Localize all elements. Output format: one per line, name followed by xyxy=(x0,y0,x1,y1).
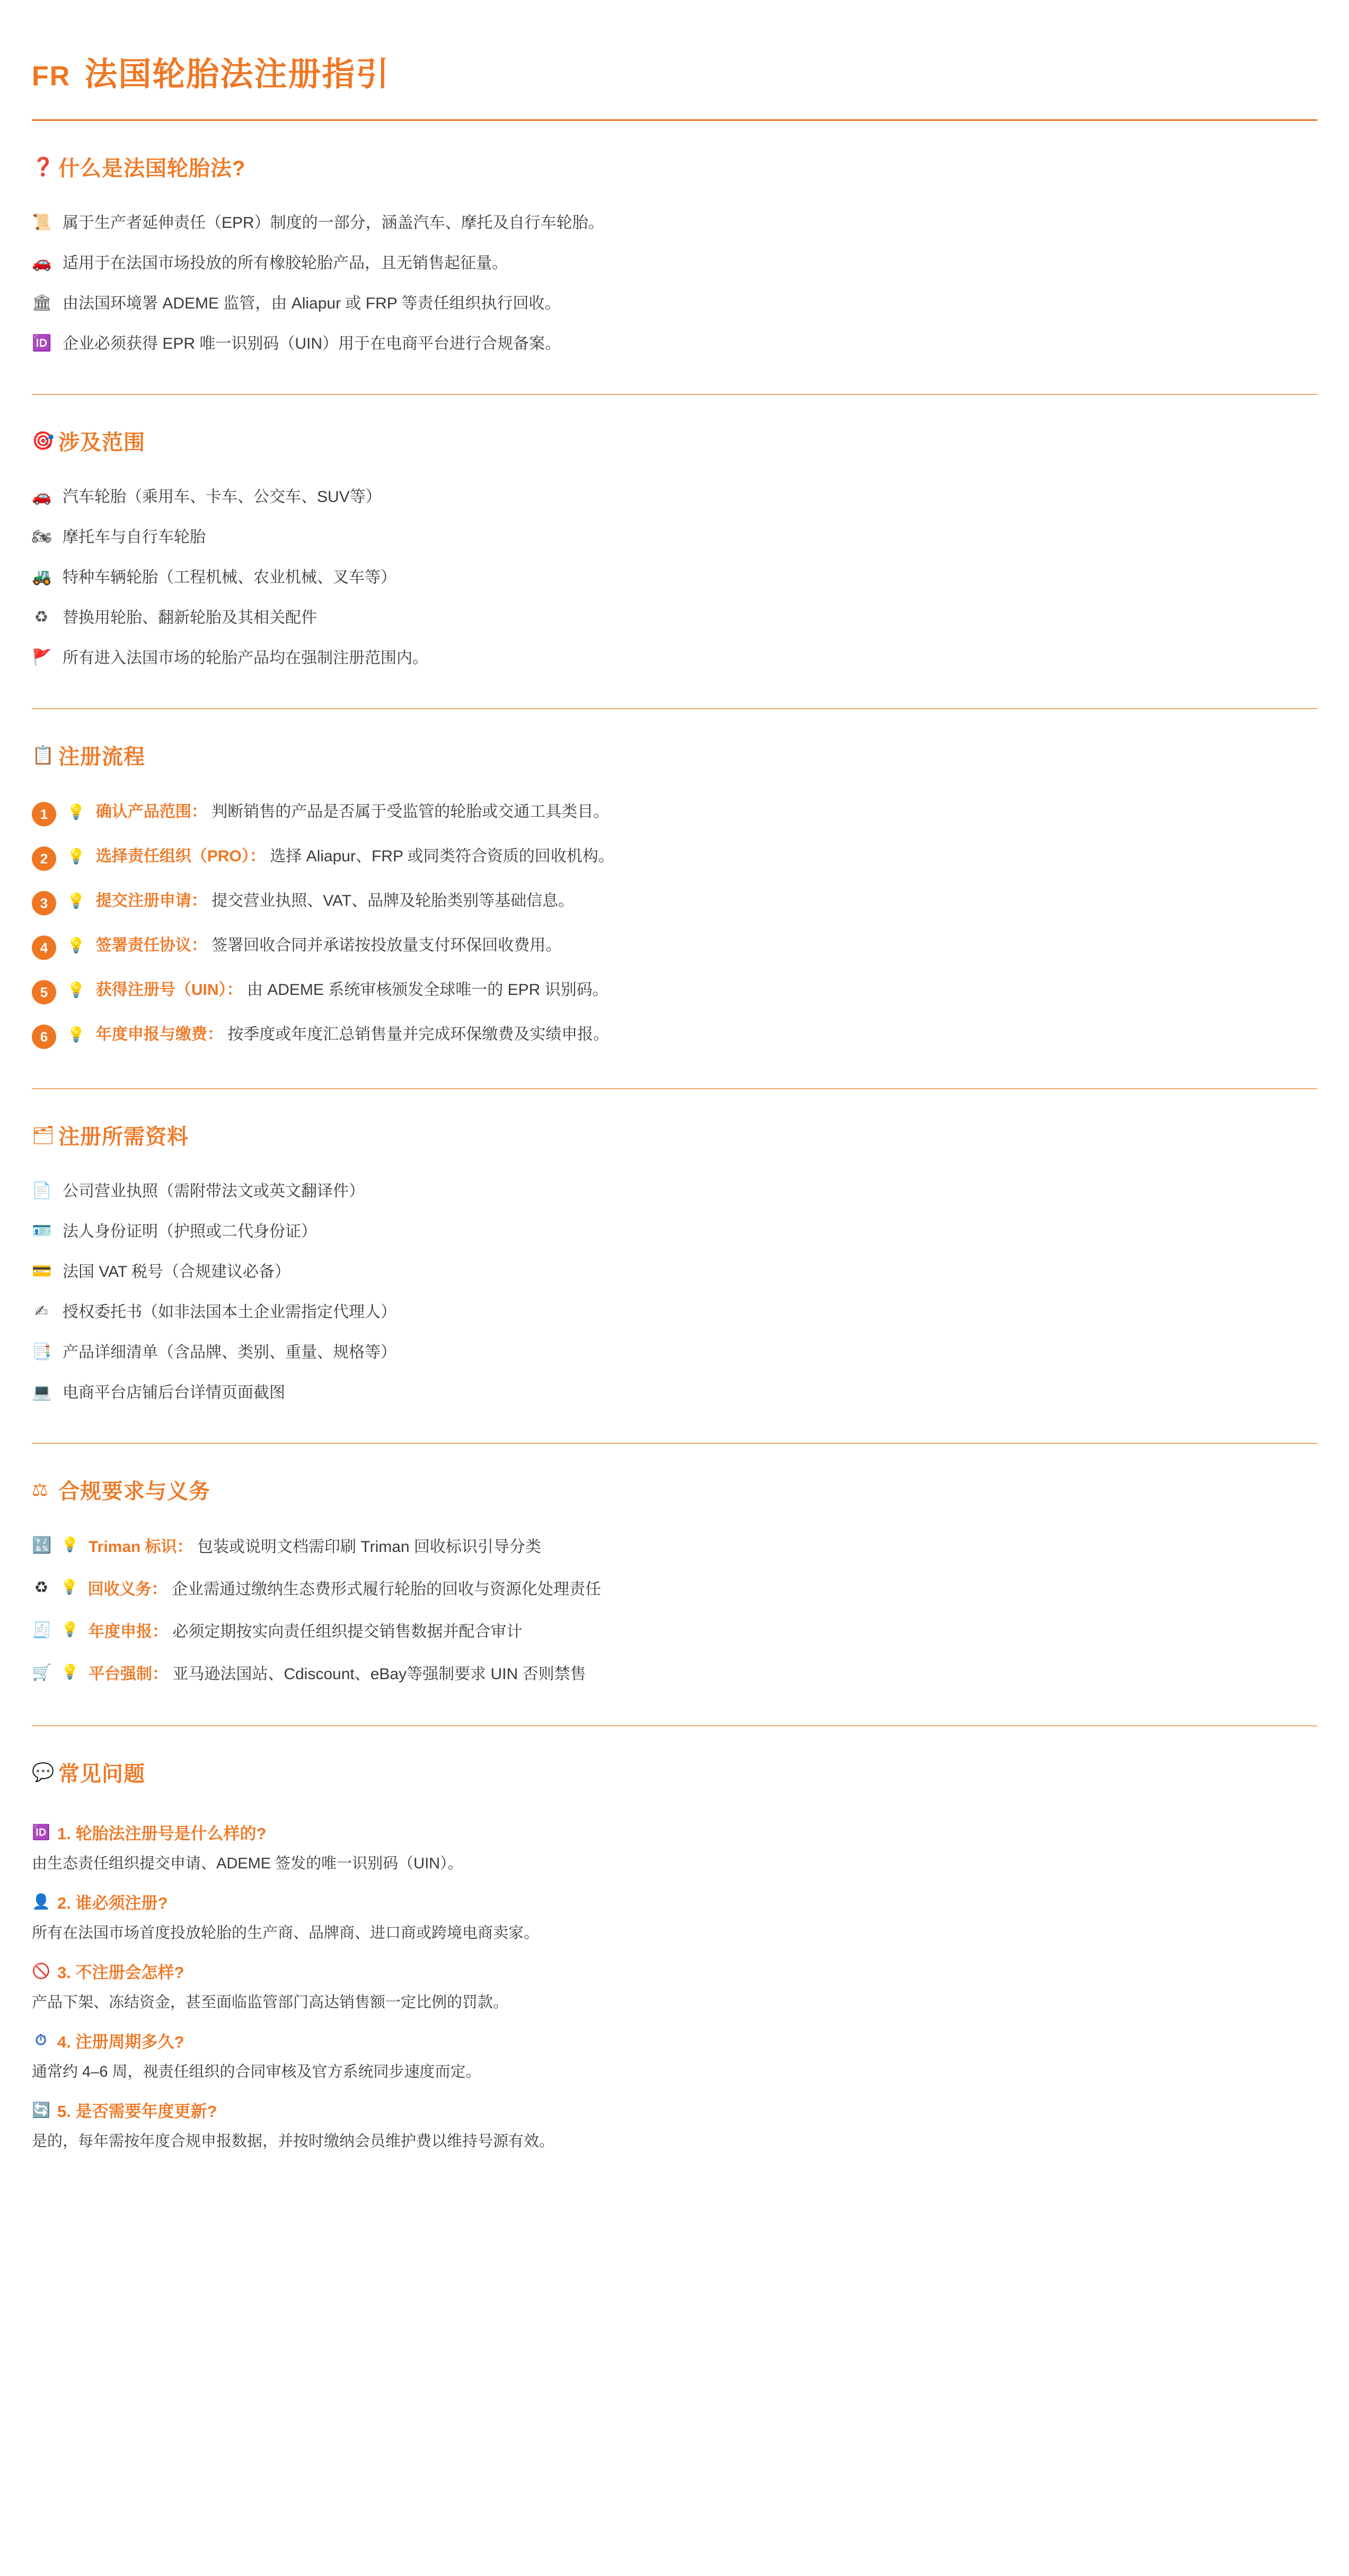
compliance-item xyxy=(32,1653,1317,1696)
tractor-icon: 🚜 xyxy=(32,568,52,586)
section-title: 涉及范围 xyxy=(58,431,145,454)
process-step xyxy=(32,836,1317,880)
step-number: 2 xyxy=(32,846,56,871)
step-description: 提交营业执照、VAT、品牌及轮胎类别等基础信息。 xyxy=(211,892,575,910)
list-item-text: 电商平台店铺后台详情页面截图 xyxy=(63,1384,285,1401)
list-item xyxy=(32,203,1317,243)
compliance-icon: ⚖ xyxy=(32,1479,48,1500)
compliance-item xyxy=(32,1611,1317,1653)
compliance-description: 企业需通过缴纳生态费形式履行轮胎的回收与资源化处理责任 xyxy=(171,1581,601,1598)
section-header xyxy=(32,1475,1317,1505)
list-item-text: 摩托车与自行车轮胎 xyxy=(63,528,206,546)
step-label: 签署责任协议： xyxy=(95,937,207,954)
faq-answer: 是的，每年需按年度合规申报数据，并按时缴纳会员维护费以维持号源有效。 xyxy=(32,2133,555,2150)
motorcycle-icon: 🏍 xyxy=(32,528,52,545)
faq-item xyxy=(32,1947,1317,2017)
car-icon: 🚗 xyxy=(32,488,52,505)
clock-icon: ⏱ xyxy=(35,2032,47,2049)
bulb-icon: 💡 xyxy=(61,1621,79,1637)
step-body xyxy=(96,890,574,912)
document-header xyxy=(32,48,1317,100)
compliance-description: 包装或说明文档需印刷 Triman 回收标识引导分类 xyxy=(197,1538,541,1556)
step-number: 4 xyxy=(32,936,56,960)
car-icon: 🚗 xyxy=(32,254,52,271)
step-description: 选择 Aliapur、FRP 或同类符合资质的回收机构。 xyxy=(270,848,614,865)
list-item-text: 由法国环境署 ADEME 监管，由 Aliapur 或 FRP 等责任组织执行回收。 xyxy=(63,295,561,312)
faq-question: 2. 谁必须注册? xyxy=(57,1894,168,1913)
faq-question: 4. 注册周期多久? xyxy=(57,2033,184,2052)
list-item xyxy=(32,1252,1317,1292)
compliance-body xyxy=(89,1663,586,1686)
step-number: 6 xyxy=(32,1025,56,1049)
compliance-body xyxy=(89,1536,541,1558)
compliance-label: Triman 标识： xyxy=(88,1538,193,1556)
step-number: 1 xyxy=(32,802,56,826)
list-item xyxy=(32,638,1317,678)
bank-icon: 🏛 xyxy=(32,294,52,312)
step-body xyxy=(96,801,609,823)
recycle-icon: ♻ xyxy=(34,1579,49,1596)
process-step xyxy=(32,969,1317,1014)
documents-icon: 🗂 xyxy=(32,1125,55,1145)
step-label: 确认产品范围： xyxy=(95,803,207,821)
section-what-is xyxy=(32,121,1317,395)
faq-question-row xyxy=(32,1959,1317,1983)
list-item xyxy=(32,558,1317,598)
list-icon: 📑 xyxy=(32,1343,52,1361)
list-item-text: 适用于在法国市场投放的所有橡胶轮胎产品，且无销售起征量。 xyxy=(63,254,508,272)
warning-icon: 🚫 xyxy=(32,1963,50,1980)
faq-answer: 所有在法国市场首度投放轮胎的生产商、品牌商、进口商或跨境电商卖家。 xyxy=(32,1925,540,1942)
list-item-text: 授权委托书（如非法国本土企业需指定代理人） xyxy=(63,1303,396,1321)
faq-question: 3. 不注册会怎样? xyxy=(57,1963,184,1982)
faq-question-row xyxy=(32,2028,1317,2052)
list-item xyxy=(32,243,1317,284)
section-required-documents xyxy=(32,1089,1317,1444)
list-item xyxy=(32,1373,1317,1413)
triman-icon: 🔣 xyxy=(32,1537,52,1554)
section-title: 注册所需资料 xyxy=(58,1125,189,1149)
license-icon: 📄 xyxy=(32,1182,52,1199)
step-label: 年度申报与缴费： xyxy=(95,1026,223,1043)
section-title: 常见问题 xyxy=(58,1762,145,1786)
section-header xyxy=(32,426,1317,456)
faq-question: 1. 轮胎法注册号是什么样的? xyxy=(57,1824,267,1843)
vat-icon: 💳 xyxy=(32,1263,52,1280)
process-step xyxy=(32,925,1317,969)
process-step xyxy=(32,1014,1317,1058)
step-description: 判断销售的产品是否属于受监管的轮胎或交通工具类目。 xyxy=(211,803,610,821)
list-item xyxy=(32,1212,1317,1252)
bulb-icon: 💡 xyxy=(61,1664,79,1680)
bulb-icon: 💡 xyxy=(67,804,85,820)
compliance-item xyxy=(32,1568,1317,1611)
process-step xyxy=(32,791,1317,836)
list-item-text: 汽车轮胎（乘用车、卡车、公交车、SUV等） xyxy=(63,488,382,506)
compliance-label: 回收义务： xyxy=(87,1581,167,1598)
section-header xyxy=(32,740,1317,770)
process-step xyxy=(32,880,1317,925)
page-title: 法国轮胎法注册指引 xyxy=(84,56,390,93)
list-item-text: 特种车辆轮胎（工程机械、农业机械、叉车等） xyxy=(63,569,396,586)
faq-item xyxy=(32,2017,1317,2086)
id-icon: 🆔 xyxy=(32,334,52,352)
list-item xyxy=(32,324,1317,364)
bulb-icon: 💡 xyxy=(67,1026,85,1043)
bulb-icon: 💡 xyxy=(67,937,85,954)
bulb-icon: 💡 xyxy=(67,848,85,864)
compliance-label: 年度申报： xyxy=(88,1623,168,1640)
recycle-tire-icon: ♻ xyxy=(34,608,49,626)
authorization-icon: ✍ xyxy=(34,1303,48,1320)
step-label: 选择责任组织（PRO）： xyxy=(95,848,266,865)
compliance-body xyxy=(88,1578,601,1601)
step-body xyxy=(96,934,561,957)
faq-answer: 通常约 4–6 周，视责任组织的合同审核及官方系统同步速度而定。 xyxy=(32,2063,481,2081)
list-item xyxy=(32,1292,1317,1333)
step-description: 由 ADEME 系统审核颁发全球唯一的 EPR 识别码。 xyxy=(246,981,609,999)
flag-icon: 🚩 xyxy=(32,649,52,666)
faq-question-row xyxy=(32,1820,1317,1844)
bulb-icon: 💡 xyxy=(67,982,85,998)
section-header xyxy=(32,152,1317,182)
report-icon: 🧾 xyxy=(32,1621,52,1639)
faq-question-row xyxy=(32,2098,1317,2122)
list-item xyxy=(32,477,1317,517)
person-icon: 👤 xyxy=(32,1893,50,1910)
screenshot-icon: 💻 xyxy=(32,1383,52,1401)
list-item xyxy=(32,1171,1317,1212)
section-process xyxy=(32,709,1317,1089)
list-item xyxy=(32,284,1317,324)
section-header xyxy=(32,1120,1317,1150)
list-item xyxy=(32,517,1317,558)
step-label: 提交注册申请： xyxy=(95,892,207,910)
bulb-icon: 💡 xyxy=(61,1537,79,1552)
step-description: 按季度或年度汇总销售量并完成环保缴费及实绩申报。 xyxy=(227,1026,610,1043)
list-item-text: 企业必须获得 EPR 唯一识别码（UIN）用于在电商平台进行合规备案。 xyxy=(63,335,561,352)
bulb-icon: 💡 xyxy=(60,1579,78,1595)
compliance-description: 必须定期按实向责任组织提交销售数据并配合审计 xyxy=(172,1623,523,1640)
step-body xyxy=(96,979,609,1001)
step-number: 3 xyxy=(32,891,56,915)
faq-item xyxy=(32,1809,1317,1878)
id-card-icon: 🪪 xyxy=(32,1222,52,1240)
list-item-text: 替换用轮胎、翻新轮胎及其相关配件 xyxy=(63,609,317,627)
step-description: 签署回收合同并承诺按投放量支付环保回收费用。 xyxy=(211,937,562,954)
list-item-text: 法人身份证明（护照或二代身份证） xyxy=(63,1223,317,1240)
compliance-item xyxy=(32,1526,1317,1568)
faq-question: 5. 是否需要年度更新? xyxy=(57,2102,217,2121)
step-body xyxy=(96,1024,609,1046)
list-item-text: 属于生产者延伸责任（EPR）制度的一部分，涵盖汽车、摩托及自行车轮胎。 xyxy=(63,214,604,232)
section-title: 注册流程 xyxy=(58,745,145,769)
id-icon: 🆔 xyxy=(32,1824,50,1840)
section-compliance xyxy=(32,1444,1317,1726)
scope-icon: 🎯 xyxy=(32,430,55,451)
faq-answer: 由生态责任组织提交申请、ADEME 签发的唯一识别码（UIN）。 xyxy=(32,1855,463,1872)
step-label: 获得注册号（UIN）： xyxy=(95,981,243,999)
list-item xyxy=(32,598,1317,638)
section-header xyxy=(32,1757,1317,1787)
section-faq xyxy=(32,1726,1317,2156)
list-item-text: 公司营业执照（需附带法文或英文翻译件） xyxy=(63,1183,365,1200)
list-item-text: 产品详细清单（含品牌、类别、重量、规格等） xyxy=(63,1344,396,1361)
compliance-body xyxy=(89,1621,522,1643)
faq-item xyxy=(32,2086,1317,2156)
scroll-icon: 📜 xyxy=(32,214,52,231)
list-item xyxy=(32,1333,1317,1373)
question-icon: ❓ xyxy=(32,156,55,177)
section-title: 合规要求与义务 xyxy=(58,1480,210,1503)
faq-answer: 产品下架、冻结资金，甚至面临监管部门高达销售额一定比例的罚款。 xyxy=(32,1994,509,2012)
process-icon: 📋 xyxy=(32,745,55,765)
faq-item xyxy=(32,1878,1317,1947)
compliance-description: 亚马逊法国站、Cdiscount、eBay等强制要求 UIN 否则禁售 xyxy=(172,1665,586,1683)
refresh-icon: 🔄 xyxy=(32,2102,50,2119)
step-number: 5 xyxy=(32,980,56,1004)
faq-icon: 💬 xyxy=(32,1762,55,1783)
country-code-label: FR xyxy=(32,61,71,92)
platform-icon: 🛒 xyxy=(32,1664,52,1681)
faq-question-row xyxy=(32,1890,1317,1913)
list-item-text: 所有进入法国市场的轮胎产品均在强制注册范围内。 xyxy=(63,649,428,667)
compliance-label: 平台强制： xyxy=(88,1665,168,1683)
section-scope xyxy=(32,395,1317,709)
step-body xyxy=(96,845,614,868)
section-title: 什么是法国轮胎法? xyxy=(58,157,246,180)
bulb-icon: 💡 xyxy=(67,893,85,909)
list-item-text: 法国 VAT 税号（合规建议必备） xyxy=(63,1263,291,1281)
